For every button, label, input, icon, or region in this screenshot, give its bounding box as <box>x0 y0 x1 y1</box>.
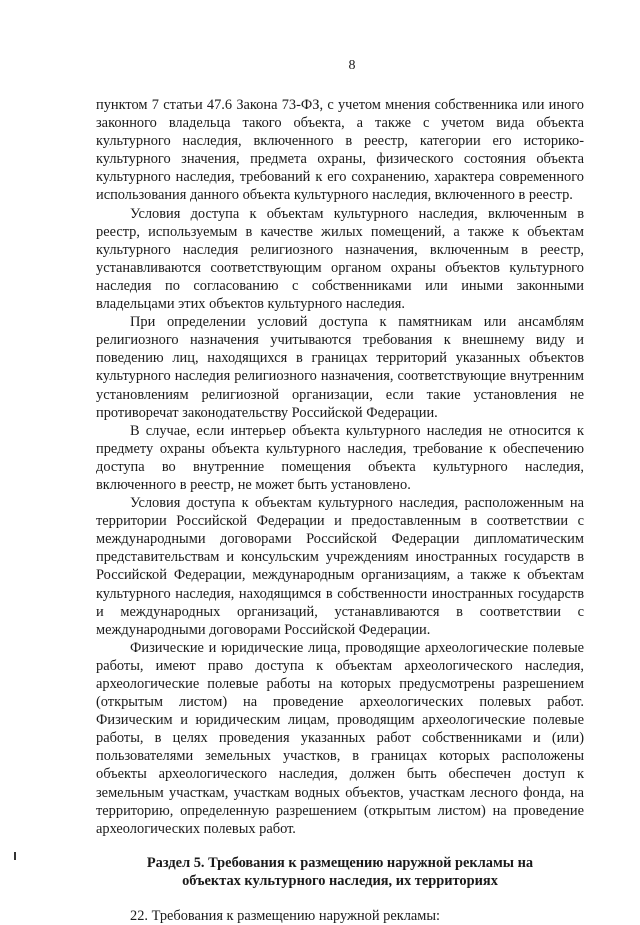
scan-artifact-mark <box>14 852 16 860</box>
section-heading: Раздел 5. Требования к размещению наружной рекламы на объектах культурного наследия, их территориях <box>146 854 534 889</box>
paragraph-interior: В случае, если интерьер объекта культурного наследия не относится к предмету охраны объекта культурного наследия, требование к обеспечению доступа во внутренние помещения объекта культурного наследия, включенного в реестр, не может быть установлено. <box>96 422 584 493</box>
page-number: 8 <box>348 58 356 73</box>
paragraph-religious-monuments: При определении условий доступа к памятникам или ансамблям религиозного назначения учитываются требования к внешнему виду и поведению лиц, находящихся в границах территорий указанных объектов культурного наследия религиозного назначения, соответствующие внутренним установлениям религиозной организации, если такие установления не противоречат законодательству Российской Федерации. <box>96 314 584 421</box>
paragraph-diplomatic: Условия доступа к объектам культурного наследия, расположенным на территории Российской Федерации и предоставленным в соответствии с международными договорами Российской Федерации дипломатическим представительствам и консульским учреждениям иностранных государств в Российской Федерации, международным организациям, а также к объектам культурного наследия, находящимся в собственности иностранных государств и международных организаций, устанавливаются в соответствии с международными договорами Российской Федерации. <box>96 495 584 638</box>
paragraph-access-residential: Условия доступа к объектам культурного наследия, включенным в реестр, используемым в качестве жилых помещений, а также к объектам культурного наследия религиозного назначения, включенным в реестр, устанавливаются соответствующим органом охраны объектов культурного наследия по согласованию с собственниками или иными законными владельцами этих объектов культурного наследия. <box>96 205 584 313</box>
paragraph-archaeology: Физические и юридические лица, проводящие археологические полевые работы, имеют право доступа к объектам археологического наследия, археологические полевые работы на которых предусмотрены разрешением (открытым листом) на проведение археологических полевых работ. Физическим и юридическим лицам, проводящим археологические полевые работы, в целях проведения указанных работ собственниками и (или) пользователями земельных участков, в границах которых расположены объекты археологического наследия, должен быть обеспечен доступ к земельным участкам, участкам водных объектов, участкам лесного фонда, на территорию, определенную разрешением (открытым листом) на проведение археологических полевых работ. <box>96 639 584 837</box>
document-body <box>96 96 584 925</box>
paragraph-continuation: пунктом 7 статьи 47.6 Закона 73-ФЗ, с учетом мнения собственника или иного законного владельца такого объекта, а также с учетом вида объекта культурного наследия, включенного в реестр, категории его историко-культурного значения, предмета охраны, физического состояния объекта культурного наследия, требований к его сохранению, характера современного использования данного объекта культурного наследия, включенного в реестр. <box>96 97 584 204</box>
item-22: 22. Требования к размещению наружной рекламы: <box>130 908 441 925</box>
